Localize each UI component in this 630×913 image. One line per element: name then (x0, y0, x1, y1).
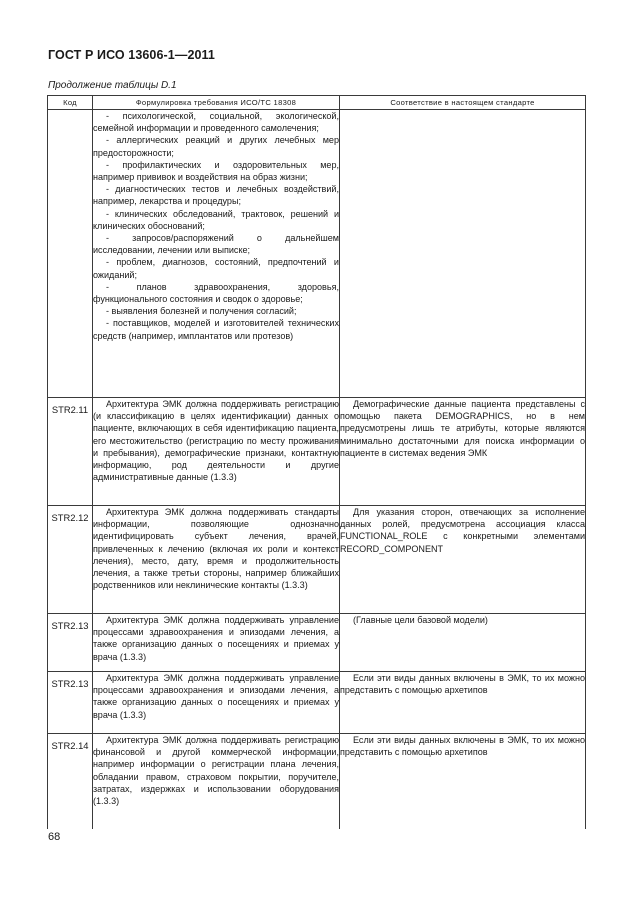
row-code: STR2.13 (48, 614, 93, 672)
row-conformance (340, 398, 586, 506)
row-requirement (93, 614, 340, 672)
table-caption: Продолжение таблицы D.1 (48, 80, 177, 91)
list-item: - поставщиков, моделей и изготовителей технических средств (например, имплантатов или протезов) (93, 318, 339, 341)
list-item: - планов здравоохранения, здоровья, функционального состояния и сводок о здоровье; (93, 281, 339, 305)
page-number: 68 (48, 831, 61, 843)
row-requirement (93, 672, 340, 734)
row-requirement (93, 734, 340, 829)
list-item: - профилактических и оздоровительных мер, например прививок и воздействия на образ жизни; (93, 159, 339, 183)
list-item: - клинических обследований, трактовок, решений и клинических обоснований; (93, 208, 339, 231)
row-conformance (340, 734, 586, 829)
table-row (48, 614, 586, 672)
header-requirement: Формулировка требования ИСО/ТС 18308 (93, 96, 340, 110)
row-requirement (93, 398, 340, 506)
list-item: - выявления болезней и получения согласий; (106, 306, 297, 317)
conformance-text: Для указания сторон, отвечающих за исполнение данных ролей, предусмотрена ассоциация класса FUNCTIONAL_ROLE с конкретными элементами RECORD_COMPONENT (340, 507, 585, 554)
conformance-text: Демографические данные пациента представлены с помощью пакета DEMOGRAPHICS, но в нем предусмотрены лишь те атрибуты, которые являются минимально достаточными для поиска информации о пациенте в системах ведения ЭМК (340, 399, 585, 458)
row-conformance (340, 506, 586, 614)
row-code: STR2.11 (48, 398, 93, 506)
table-row (48, 672, 586, 734)
table-header-row (48, 96, 586, 110)
list-item: - проблем, диагнозов, состояний, предпочтений и ожиданий; (93, 257, 339, 280)
row-code: STR2.12 (48, 506, 93, 614)
table-row (48, 398, 586, 506)
table-row (48, 506, 586, 614)
conformance-text: Если эти виды данных включены в ЭМК, то их можно представить с помощью архетипов (340, 673, 585, 696)
row-requirement-list (93, 110, 340, 398)
list-item: - аллергических реакций и других лечебных мер предосторожности; (93, 135, 339, 158)
row-code: STR2.13 (48, 672, 93, 734)
requirements-table (47, 95, 586, 829)
table-row-continuation (48, 110, 586, 398)
requirement-text: Архитектура ЭМК должна поддерживать регистрацию финансовой и другой коммерческой информации, например информации о регистрации плана лечения, обладании правом, страховом покрытии, поручителе, затратах, издержках и использовании оборудования (1.3.3) (93, 735, 339, 807)
document-title: ГОСТ Р ИСО 13606-1—2011 (48, 48, 215, 62)
row-code (48, 110, 93, 398)
conformance-text: Если эти виды данных включены в ЭМК, то их можно представить с помощью архетипов (340, 735, 585, 758)
header-conformance: Соответствие в настоящем стандарте (340, 96, 586, 110)
row-code: STR2.14 (48, 734, 93, 829)
requirement-text: Архитектура ЭМК должна поддерживать стандарты информации, позволяющие однозначно идентифицировать субъект лечения, врачей, привлеченных к лечению (включая их роли и контекст лечения), место, дату, время и продолжительность лечения, а также третьи стороны, например ближайших родственников или неклинические контакты (1.3.3) (93, 507, 339, 591)
header-code: Код (48, 96, 93, 110)
conformance-text: (Главные цели базовой модели) (353, 615, 488, 625)
list-item: - диагностических тестов и лечебных воздействий, например, лекарства и процедуры; (93, 184, 339, 207)
row-conformance (340, 672, 586, 734)
list-item: - психологической, социальной, экологической, семейной информации и проведенного самолечения; (93, 111, 339, 134)
row-conformance (340, 110, 586, 398)
row-requirement (93, 506, 340, 614)
requirement-text: Архитектура ЭМК должна поддерживать регистрацию (и классификацию в целях идентификации) данных о пациенте, включающих в себя идентификацию пациента, его местожительство (регистрацию по месту проживания и пребывания), демографические признаки, контактную информацию, род деятельности и другие административные данные (1.3.3) (93, 399, 339, 483)
row-conformance (340, 614, 586, 672)
requirement-text: Архитектура ЭМК должна поддерживать управление процессами здравоохранения и эпизодами лечения, а также организацию данных о посещениях и приемах у врача (1.3.3) (93, 673, 339, 720)
list-item: - запросов/распоряжений о дальнейшем исследовании, лечении или выписке; (93, 233, 339, 256)
table-row (48, 734, 586, 829)
requirement-text: Архитектура ЭМК должна поддерживать управление процессами здравоохранения и эпизодами лечения, а также организацию данных о посещениях и приемах у врача (1.3.3) (93, 615, 339, 662)
